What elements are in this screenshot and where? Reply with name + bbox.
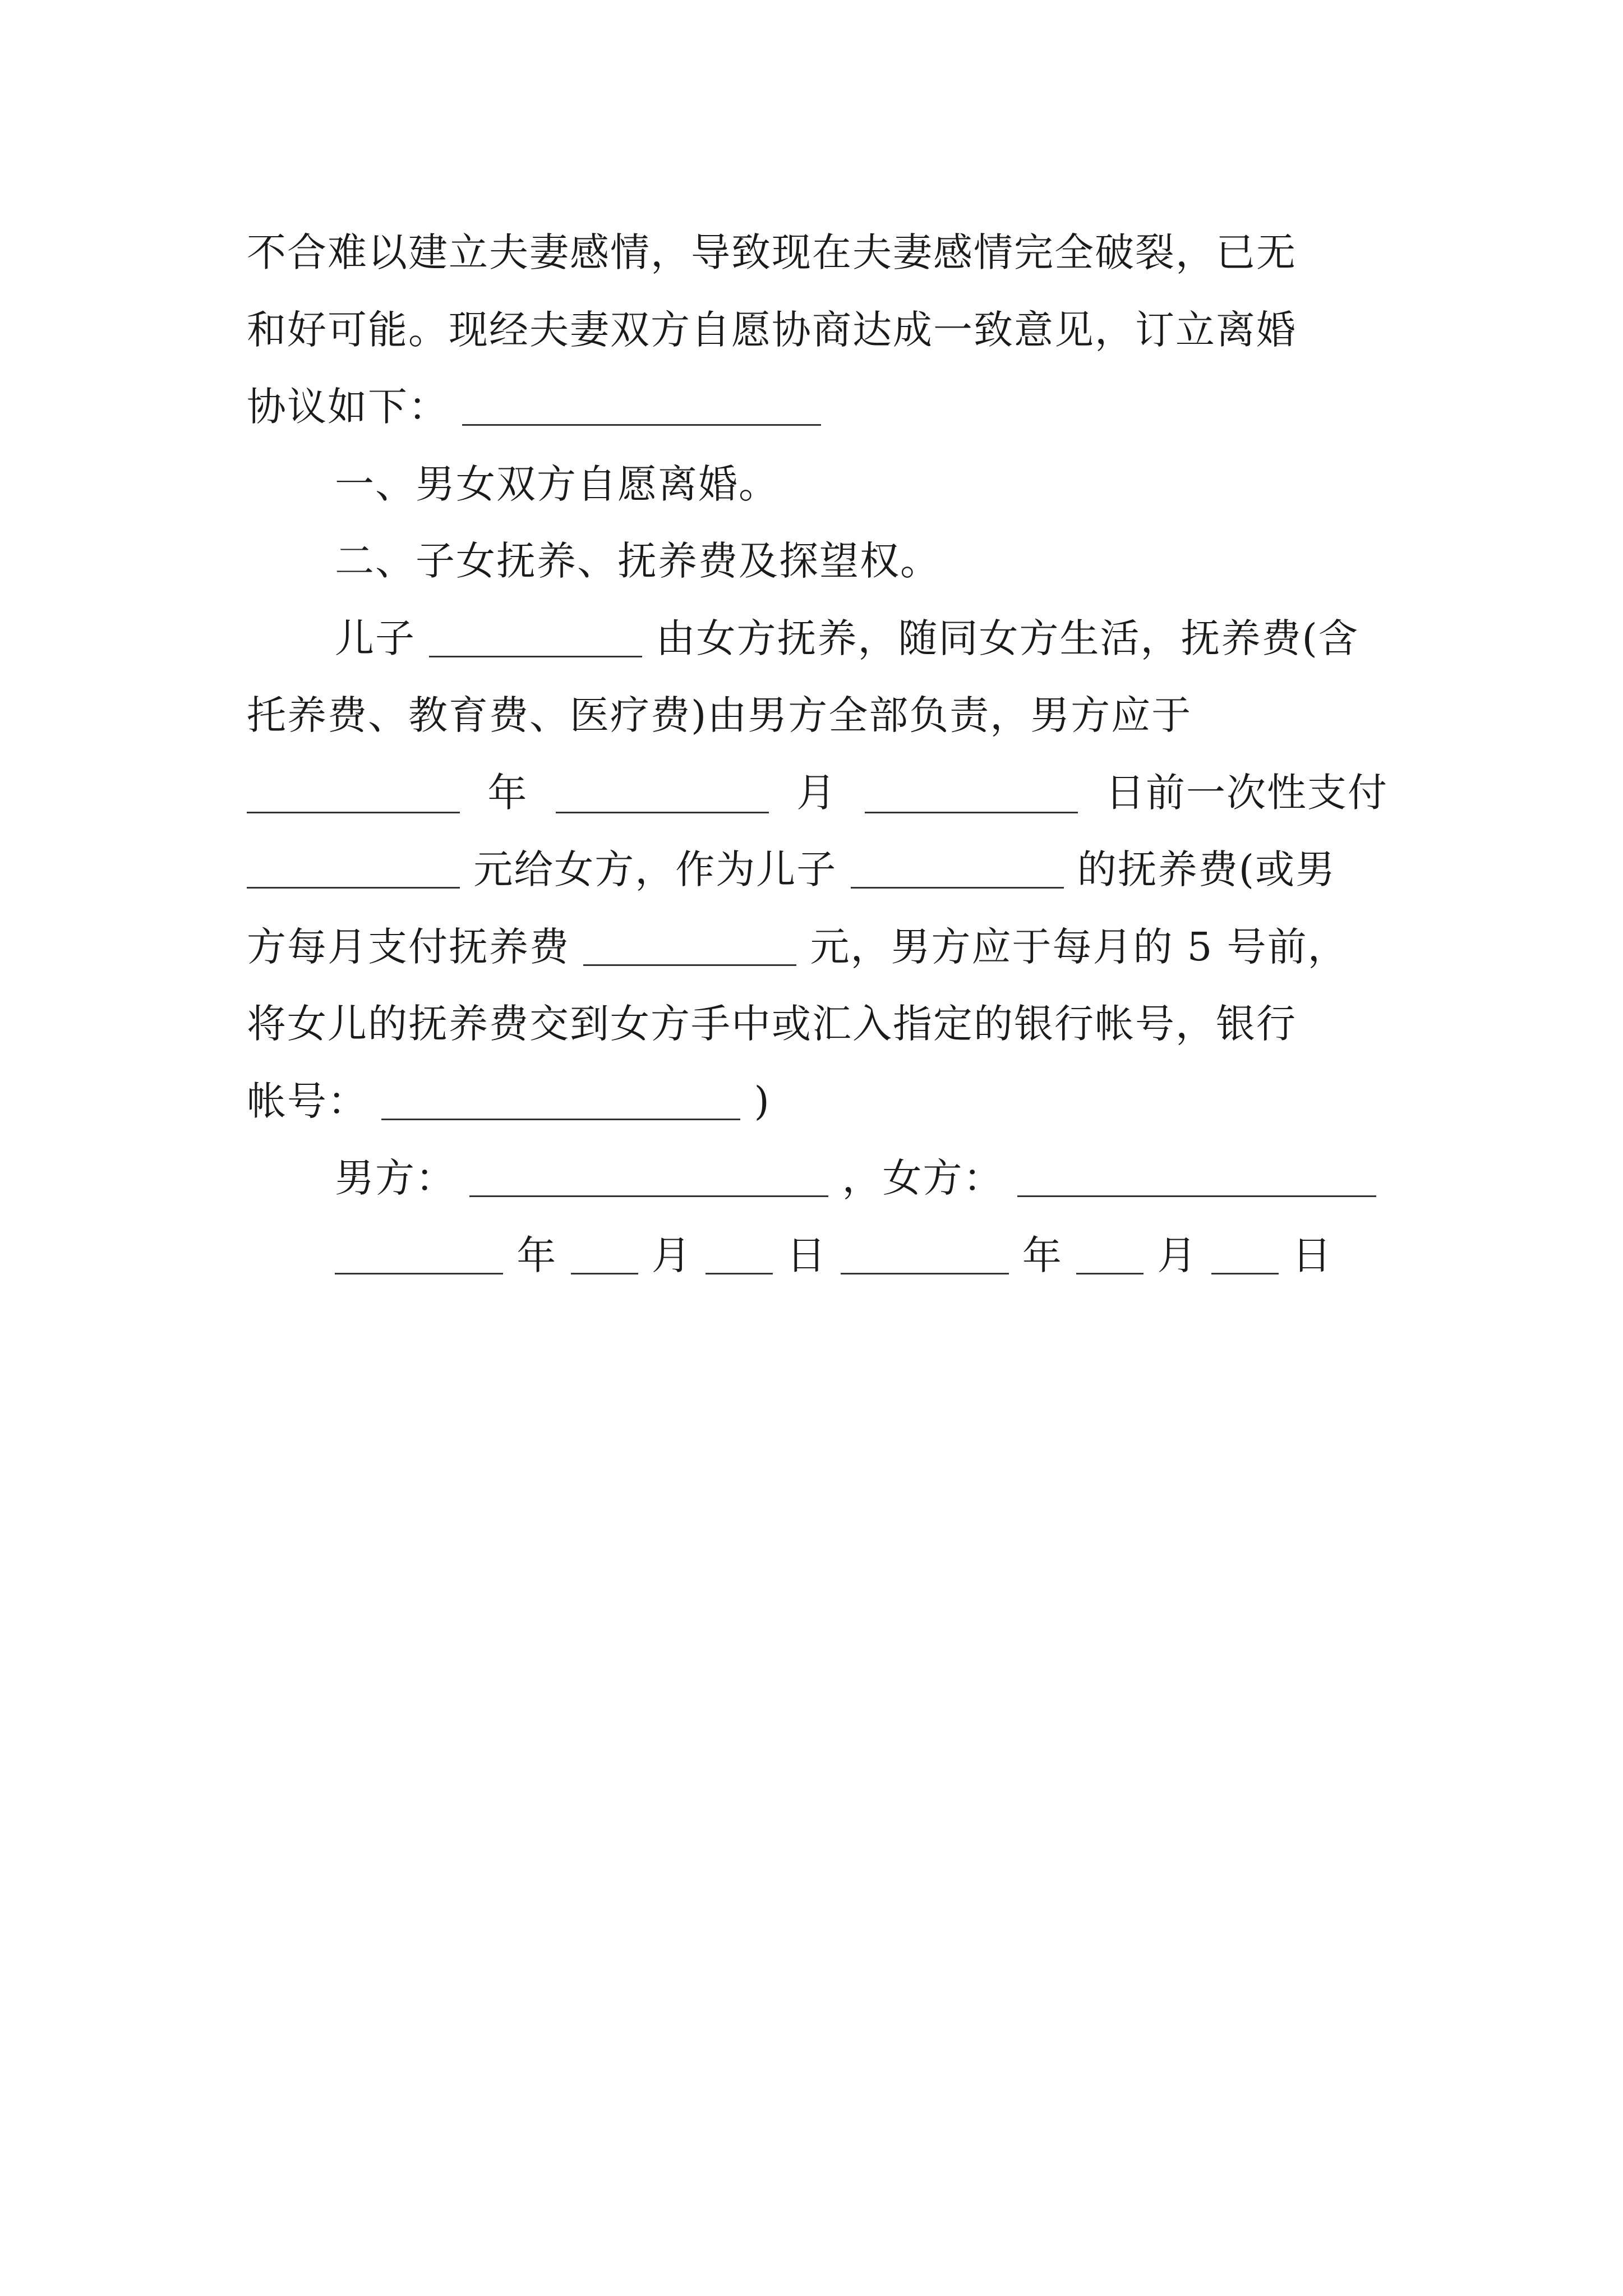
day-label: 日: [786, 1232, 827, 1278]
son-label: 儿子: [335, 615, 416, 661]
day-label: 日: [1292, 1232, 1332, 1278]
paragraph-line: [247, 369, 1388, 446]
month-label: 月: [1157, 1232, 1198, 1278]
son-name-blank-2: [851, 848, 1064, 889]
monthly-text: 方每月支付抚养费: [247, 923, 570, 970]
female-month-blank: [1076, 1234, 1144, 1274]
payment-date-line: [247, 754, 1388, 832]
paragraph-line: 不合难以建立夫妻感情，导致现在夫妻感情完全破裂，已无: [247, 229, 1297, 275]
male-month-blank: [571, 1234, 638, 1274]
bank-account-blank: [381, 1079, 740, 1120]
agreement-blank: [462, 385, 821, 426]
support-text: 的抚养费(或男: [1077, 846, 1336, 892]
year-blank: [247, 772, 460, 813]
year-label: 年: [1022, 1232, 1063, 1278]
male-year-blank: [335, 1234, 503, 1274]
expense-text: 托养费、教育费、医疗费)由男方全部负责，男方应于: [247, 692, 1192, 738]
day-blank: [865, 772, 1078, 813]
custody-line: [247, 600, 1388, 678]
female-day-blank: [1211, 1234, 1279, 1274]
signature-line: [247, 1140, 1388, 1217]
closing-paren: ): [754, 1078, 771, 1124]
amount-line: [247, 831, 1388, 909]
clause-1: 一、男女双方自愿离婚。: [335, 461, 779, 507]
male-day-blank: [706, 1234, 773, 1274]
month-label: 月: [796, 769, 837, 816]
year-label: 年: [487, 769, 528, 816]
amount-text: 元给女方，作为儿子: [473, 846, 837, 892]
monthly-line: [247, 909, 1388, 986]
month-blank: [556, 772, 769, 813]
custody-text: 由女方抚养，随同女方生活，抚养费(含: [656, 615, 1359, 661]
amount-blank: [247, 848, 460, 889]
payment-text: 日前一次性支付: [1105, 769, 1388, 816]
agreement-intro-text: 协议如下：: [247, 384, 449, 430]
clause-2-heading: 二、子女抚养、抚养费及探望权。: [335, 538, 940, 584]
paragraph-line: 将女儿的抚养费交到女方手中或汇入指定的银行帐号，银行: [247, 1001, 1297, 1047]
bank-account-line: [247, 1063, 1388, 1140]
signature-date-line: [247, 1217, 1388, 1295]
female-signature-blank: [1017, 1156, 1376, 1197]
expense-line: [247, 677, 1388, 754]
female-year-blank: [841, 1234, 1009, 1274]
son-name-blank: [429, 616, 642, 657]
male-signature-blank: [469, 1156, 828, 1197]
monthly-amount-blank: [583, 925, 796, 966]
paragraph-line: 和好可能。现经夫妻双方自愿协商达成一致意见，订立离婚: [247, 306, 1297, 353]
bank-account-label: 帐号：: [247, 1078, 368, 1124]
monthly-deadline-text: 元，男方应于每月的 5 号前，: [810, 923, 1348, 970]
document-body: [247, 214, 1388, 1294]
month-label: 月: [651, 1232, 692, 1278]
female-party-label: ，女方：: [842, 1155, 1004, 1201]
year-label: 年: [517, 1232, 557, 1278]
male-party-label: 男方：: [335, 1155, 456, 1201]
